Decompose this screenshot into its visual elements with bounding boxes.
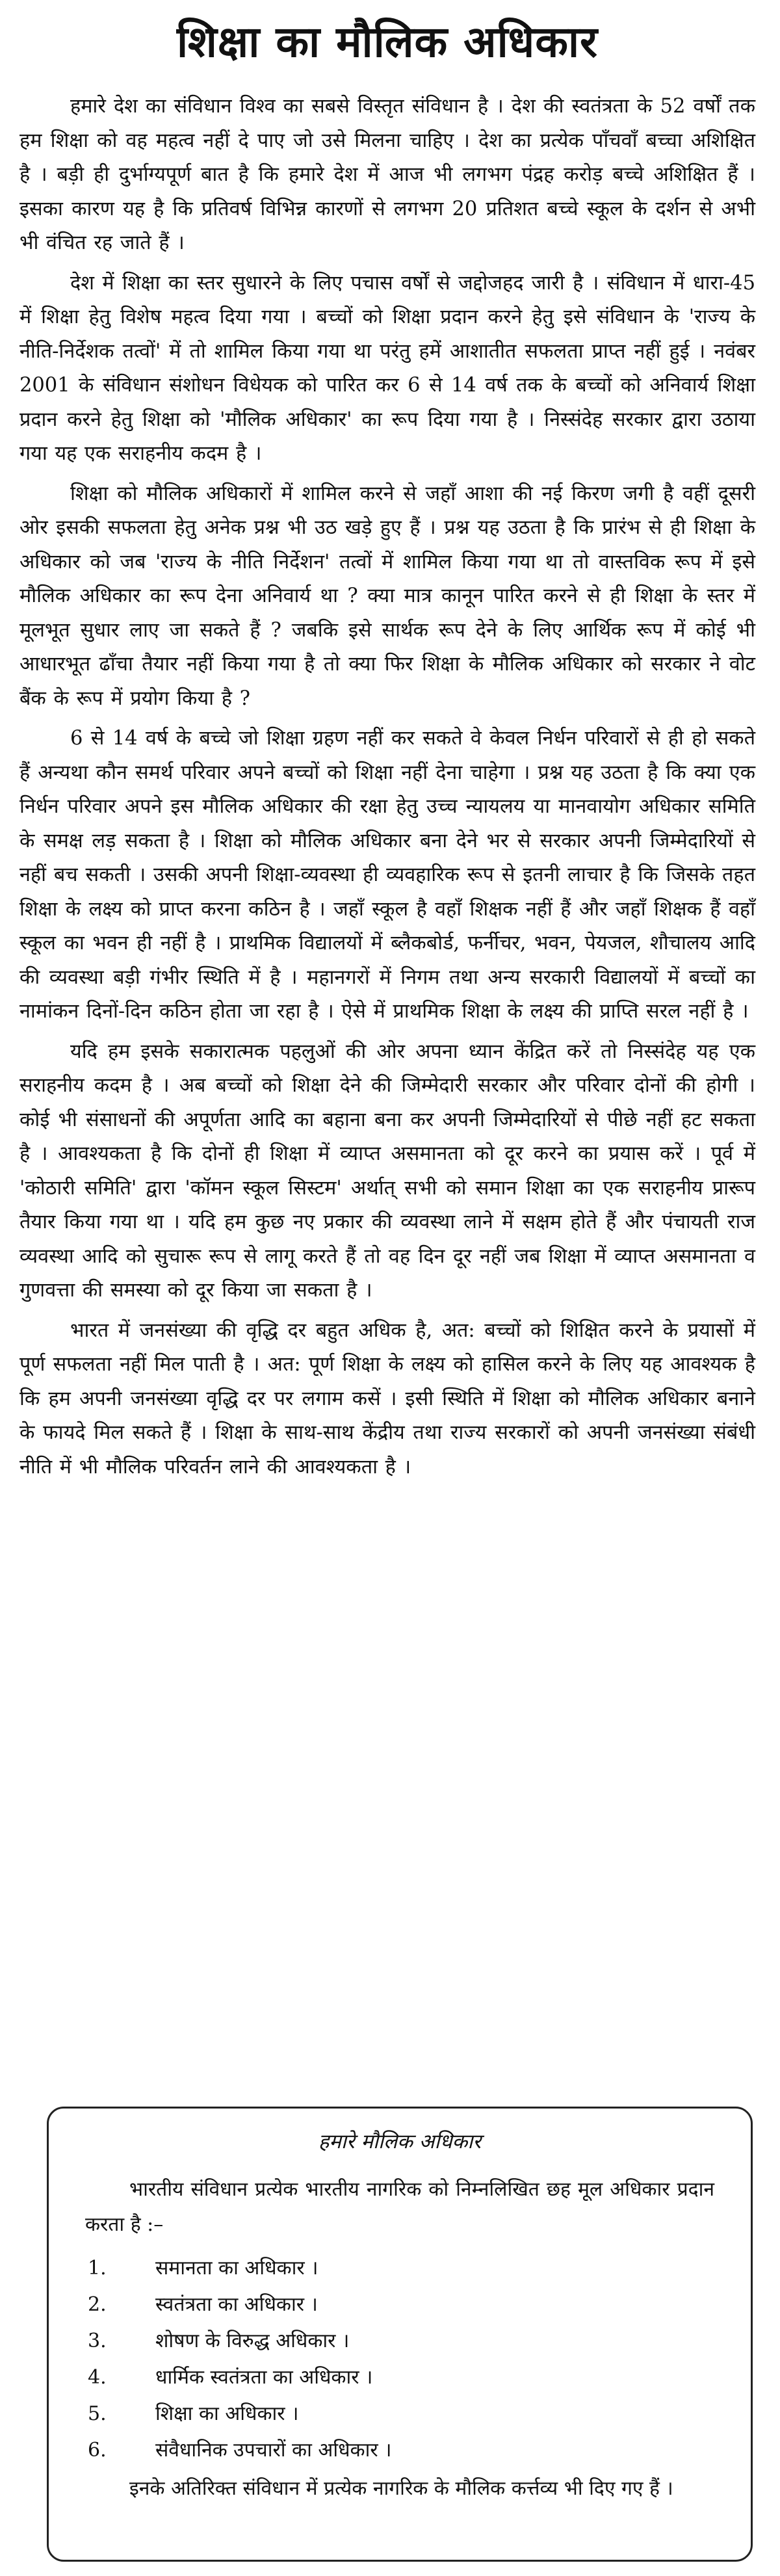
box-intro: भारतीय संविधान प्रत्येक भारतीय नागरिक को निम्नलिखित छह मूल अधिकार प्रदान करता है :– xyxy=(85,2178,714,2236)
list-item xyxy=(85,2323,714,2359)
list-item xyxy=(85,2287,714,2323)
list-item xyxy=(85,2396,714,2432)
list-item-number: 1. xyxy=(88,2257,107,2280)
rights-list xyxy=(85,2250,714,2469)
paragraph-4: 6 से 14 वर्ष के बच्चे जो शिक्षा ग्रहण नहीं कर सकते वे केवल निर्धन परिवारों से ही हो सकते हैं अन्यथा कौन समर्थ परिवार अपने बच्चों को शिक्षा नहीं देना चाहेगा । प्रश्न यह उठता है कि क्या एक निर्धन परिवार अपने इस मौलिक अधिकार की रक्षा हेतु उच्च न्यायलय या मानवायोग अधिकार समिति के समक्ष लड़ सकता है । शिक्षा को मौलिक अधिकार बना देने भर से सरकार अपनी जिम्मेदारियों से नहीं बच सकती । उसकी अपनी शिक्षा-व्यवस्था ही व्यवहारिक रूप से इतनी लाचार है कि जिसके तहत शिक्षा के लक्ष्य को प्राप्त करना कठिन है । जहाँ स्कूल है वहाँ शिक्षक नहीं हैं और जहाँ शिक्षक हैं वहाँ स्कूल का भवन ही नहीं है । प्राथमिक विद्यालयों में ब्लैकबोर्ड, फर्नीचर, भवन, पेयजल, शौचालय आदि की व्यवस्था बड़ी गंभीर स्थिति में है । महानगरों में निगम तथा अन्य सरकारी विद्यालयों में बच्चों का नामांकन दिनों-दिन कठिन होता जा रहा है । ऐसे में प्राथमिक शिक्षा के लक्ष्य की प्राप्ति सरल नहीं है । xyxy=(20,727,755,1023)
paragraph-5: यदि हम इसके सकारात्मक पहलुओं की ओर अपना ध्यान केंद्रित करें तो निस्संदेह यह एक सराहनीय कदम है । अब बच्चों को शिक्षा देने की जिम्मेदारी सरकार और परिवार दोनों की होगी । कोई भी संसाधनों की अपूर्णता आदि का बहाना बना कर अपनी जिम्मेदारियों से पीछे नहीं हट सकता है । आवश्यकता है कि दोनों ही शिक्षा में व्याप्त असमानता को दूर करने का प्रयास करें । पूर्व में 'कोठारी समिति' द्वारा 'कॉमन स्कूल सिस्टम' अर्थात् सभी को समान शिक्षा का एक सराहनीय प्रारूप तैयार किया गया था । यदि हम कुछ नए प्रकार की व्यवस्था लाने में सक्षम होते हैं और पंचायती राज व्यवस्था आदि को सुचारू रूप से लागू करते हैं तो वह दिन दूर नहीं जब शिक्षा में व्याप्त असमानता व गुणवत्ता की समस्या को दूर किया जा सकता है । xyxy=(20,1040,755,1302)
list-item-number: 5. xyxy=(88,2402,107,2425)
list-item-number: 6. xyxy=(88,2439,107,2462)
paragraph-3: शिक्षा को मौलिक अधिकारों में शामिल करने से जहाँ आशा की नई किरण जगी है वहीं दूसरी ओर इसकी सफलता हेतु अनेक प्रश्न भी उठ खड़े हुए हैं । प्रश्न यह उठता है कि प्रारंभ से ही शिक्षा के अधिकार को जब 'राज्य के नीति निर्देशन' तत्वों में शामिल किया गया था तो वास्तविक रूप में इसे मौलिक अधिकार का रूप देना अनिवार्य था ? क्या मात्र कानून पारित करने से ही शिक्षा के स्तर में मूलभूत सुधार लाए जा सकते हैं ? जबकि इसे सार्थक रूप देने के लिए आर्थिक रूप में कोई भी आधारभूत ढाँचा तैयार नहीं किया गया है तो क्या फिर शिक्षा के मौलिक अधिकार को सरकार ने वोट बैंक के रूप में प्रयोग किया है ? xyxy=(20,482,755,710)
list-item-text: शोषण के विरुद्ध अधिकार । xyxy=(155,2330,350,2352)
paragraph-1: हमारे देश का संविधान विश्व का सबसे विस्तृत संविधान है । देश की स्वतंत्रता के 52 वर्षों तक हम शिक्षा को वह महत्व नहीं दे पाए जो उसे मिलना चाहिए । देश का प्रत्येक पाँचवाँ बच्चा अशिक्षित है । बड़ी ही दुर्भाग्यपूर्ण बात है कि हमारे देश में आज भी लगभग पंद्रह करोड़ बच्चे अशिक्षित हैं । इसका कारण यह है कि प्रतिवर्ष विभिन्न कारणों से लगभग 20 प्रतिशत बच्चे स्कूल के दर्शन से अभी भी वंचित रह जाते हैं । xyxy=(20,95,756,254)
list-item-text: समानता का अधिकार । xyxy=(155,2257,318,2280)
list-item-text: संवैधानिक उपचारों का अधिकार । xyxy=(155,2439,392,2462)
box-title: हमारे मौलिक अधिकार xyxy=(318,2130,482,2153)
list-item xyxy=(85,2359,714,2396)
list-item-number: 2. xyxy=(88,2293,107,2316)
list-item-text: स्वतंत्रता का अधिकार । xyxy=(155,2293,318,2316)
list-item-number: 4. xyxy=(88,2366,107,2389)
list-item-text: शिक्षा का अधिकार । xyxy=(155,2402,299,2425)
paragraph-2: देश में शिक्षा का स्तर सुधारने के लिए पचास वर्षों से जद्दोजहद जारी है । संविधान में धारा-45 में शिक्षा हेतु विशेष महत्व दिया गया । बच्चों को शिक्षा प्रदान करने हेतु इसे संविधान के 'राज्य के नीति-निर्देशक तत्वों' में तो शामिल किया गया था परंतु हमें आशातीत सफलता प्राप्त नहीं हुई । नवंबर 2001 के संविधान संशोधन विधेयक को पारित कर 6 से 14 वर्ष तक के बच्चों को अनिवार्य शिक्षा प्रदान करने हेतु शिक्षा को 'मौलिक अधिकार' का रूप दिया गया है । निस्संदेह सरकार द्वारा उठाया गया यह एक सराहनीय कदम है । xyxy=(20,271,755,465)
list-item xyxy=(85,2432,714,2469)
list-item xyxy=(85,2250,714,2287)
list-item-text: धार्मिक स्वतंत्रता का अधिकार । xyxy=(155,2366,373,2389)
fundamental-rights-box xyxy=(47,2107,753,2562)
page-title: शिक्षा का मौलिक अधिकार xyxy=(176,17,599,67)
box-outro: इनके अतिरिक्त संविधान में प्रत्येक नागरिक के मौलिक कर्त्तव्य भी दिए गए हैं । xyxy=(129,2477,673,2500)
paragraph-6: भारत में जनसंख्या की वृद्धि दर बहुत अधिक है, अत: बच्चों को शिक्षित करने के प्रयासों में पूर्ण सफलता नहीं मिल पाती है । अत: पूर्ण शिक्षा के लक्ष्य को हासिल करने के लिए यह आवश्यक है कि हम अपनी जनसंख्या वृद्धि दर पर लगाम कसें । इसी स्थिति में शिक्षा को मौलिक अधिकार बनाने के फायदे मिल सकते हैं । शिक्षा के साथ-साथ केंद्रीय तथा राज्य सरकारों को अपनी जनसंख्या संबंधी नीति में भी मौलिक परिवर्तन लाने की आवश्यकता है । xyxy=(20,1319,755,1479)
list-item-number: 3. xyxy=(88,2330,107,2352)
